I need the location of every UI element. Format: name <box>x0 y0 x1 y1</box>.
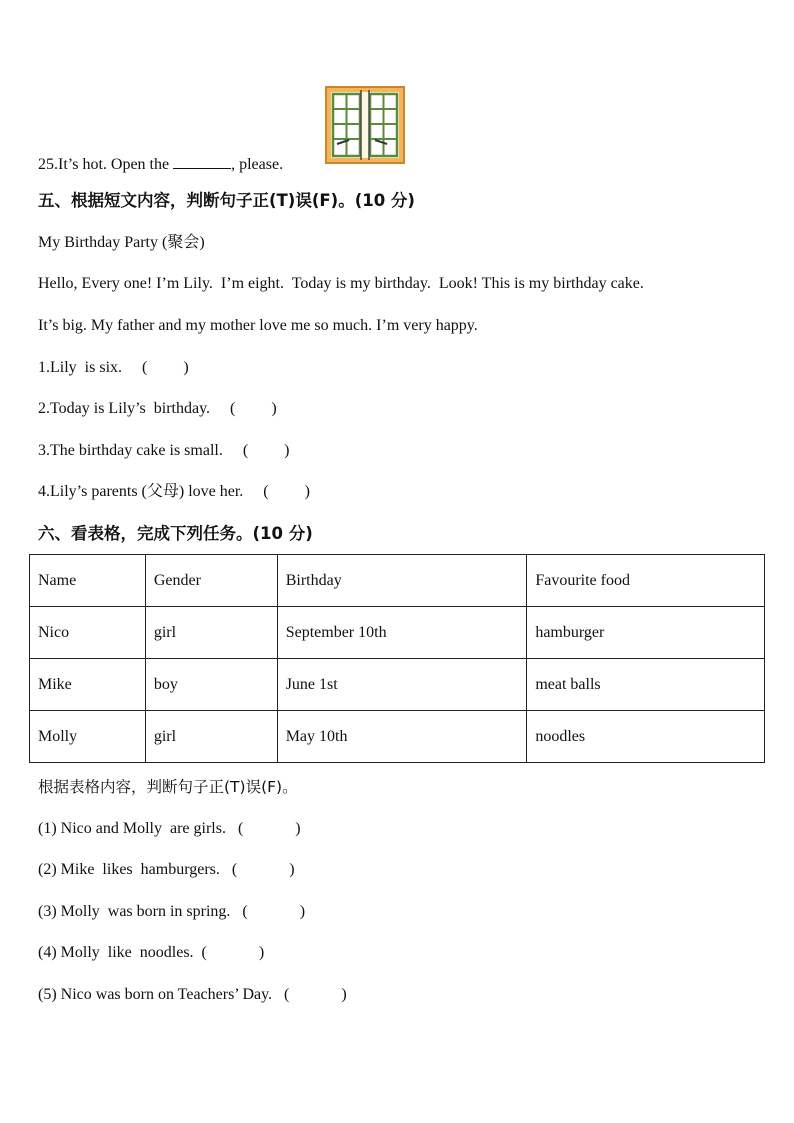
s5-item-2[interactable]: 2.Today is Lily’s birthday. ( ) <box>38 400 277 417</box>
question-25 <box>38 154 283 175</box>
s6-item-3[interactable]: (3) Molly was born in spring. ( ) <box>38 903 306 920</box>
s6-item-1[interactable]: (1) Nico and Molly are girls. ( ) <box>38 820 301 837</box>
table-cell: Mike <box>30 659 146 711</box>
s6-item-2[interactable]: (2) Mike likes hamburgers. ( ) <box>38 861 295 878</box>
table-cell: meat balls <box>527 659 765 711</box>
table-cell: boy <box>145 659 277 711</box>
q25-text-after: , please. <box>231 156 284 173</box>
table-header: Name <box>30 555 146 607</box>
q25-blank[interactable] <box>173 154 231 169</box>
table-cell: September 10th <box>277 607 527 659</box>
s6-item-4[interactable]: (4) Molly like noodles. ( ) <box>38 944 265 961</box>
s5-item-4[interactable]: 4.Lily’s parents (父母) love her. ( ) <box>38 483 310 500</box>
table-cell: noodles <box>527 711 765 763</box>
s5-item-1[interactable]: 1.Lily is six. ( ) <box>38 359 189 376</box>
table-cell: hamburger <box>527 607 765 659</box>
passage-line-1: Hello, Every one! I’m Lily. I’m eight. Today is my birthday. Look! This is my birthday cake. <box>38 275 644 292</box>
table-cell: Nico <box>30 607 146 659</box>
table-cell: Molly <box>30 711 146 763</box>
info-table <box>29 554 765 763</box>
table-cell: June 1st <box>277 659 527 711</box>
passage-title-text: My Birthday Party (聚会) <box>38 234 205 251</box>
table-cell: May 10th <box>277 711 527 763</box>
section6-instruction: 根据表格内容，判断句子正(T)误(F)。 <box>38 778 298 796</box>
passage-title <box>38 233 205 253</box>
table-header: Birthday <box>277 555 527 607</box>
table-header-row <box>30 555 765 607</box>
q25-text-before: 25.It’s hot. Open the <box>38 156 174 173</box>
section5-heading: 五、根据短文内容，判断句子正(T)误(F)。(10 分) <box>38 191 415 210</box>
s6-item-5[interactable]: (5) Nico was born on Teachers’ Day. ( ) <box>38 986 347 1003</box>
table-row <box>30 659 765 711</box>
table-header: Favourite food <box>527 555 765 607</box>
section6-heading: 六、看表格，完成下列任务。(10 分) <box>38 524 313 543</box>
table-cell: girl <box>145 607 277 659</box>
s5-item-3[interactable]: 3.The birthday cake is small. ( ) <box>38 442 290 459</box>
table-row <box>30 711 765 763</box>
table-header: Gender <box>145 555 277 607</box>
window-icon <box>325 86 405 164</box>
table-cell: girl <box>145 711 277 763</box>
passage-line-2: It’s big. My father and my mother love me so much. I’m very happy. <box>38 317 478 334</box>
table-row <box>30 607 765 659</box>
